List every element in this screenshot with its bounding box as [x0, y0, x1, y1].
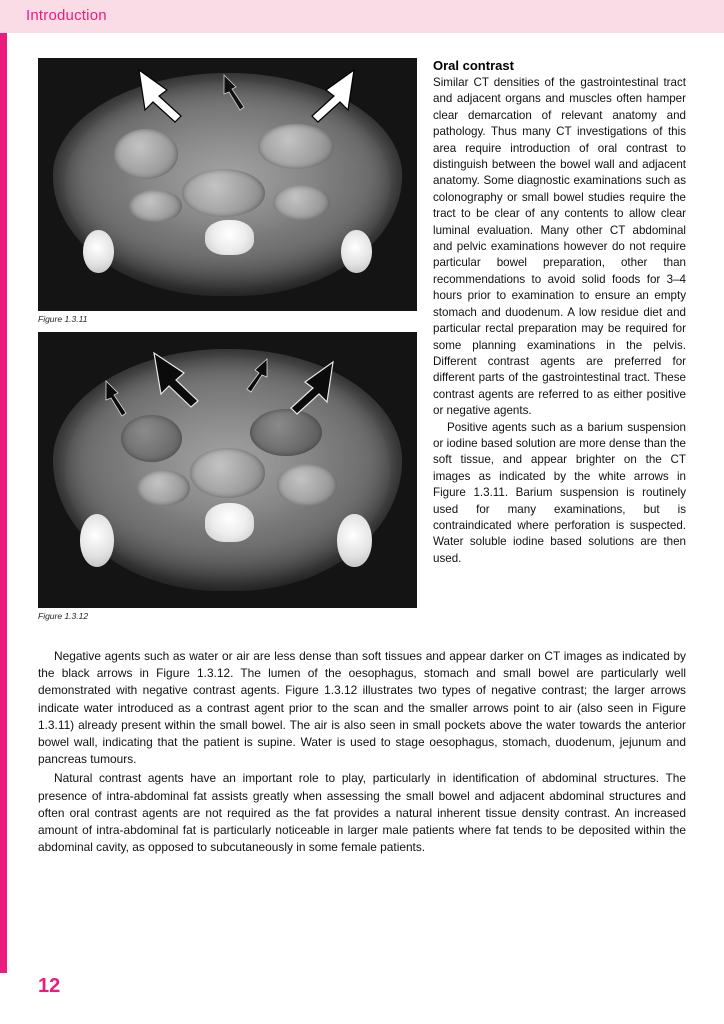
annotation-arrow-black-1	[220, 73, 254, 113]
annotation-arrow-black-4	[102, 379, 136, 419]
figure-image-2	[38, 332, 417, 608]
figure-column	[38, 58, 417, 629]
ct-scan-render-2	[38, 332, 417, 608]
figure-image-1	[38, 58, 417, 311]
column-paragraph-1: Similar CT densities of the gastrointestinal tract and adjacent organs and muscles often hamper clear demarcation of relevant anatomy and pathology. Thus many CT investigations of this area require introduction of oral contrast to distinguish between the bowel wall and adjacent anatomy. Some diagnostic examinations such as colonography or small bowel studies require the tract to be clear of any contents to allow clear luminal evaluation. Many other CT abdominal and pelvic examinations however do not require particular bowel preparation, other than recommendations to avoid solid foods for 3–4 hours prior to examination to ensure an empty stomach and duodenum. A low residue diet and particular rectal preparation may be required for some planning examinations in the pelvis. Different contrast agents are preferred for different parts of the gastrointestinal tract. These contrast agents are referred to as either positive or negative agents.	[433, 76, 686, 418]
running-header-band	[0, 0, 724, 33]
annotation-arrow-black-5	[239, 357, 271, 395]
figures-and-column-text	[38, 58, 686, 644]
column-paragraph-2: Positive agents such as a barium suspension or iodine based solution are more dense than the soft tissue, and appear brighter on the CT images as indicated by the white arrows in Figure 1.3.11. Barium suspension is routinely used for many examinations, but is contraindicated where perforation is suspected. Water soluble iodine based solutions are then used.	[433, 420, 686, 565]
ct-scan-render-1	[38, 58, 417, 311]
page-edge-accent-bar	[0, 33, 7, 973]
annotation-arrow-black-3	[277, 360, 335, 418]
body-paragraph-1: Negative agents such as water or air are less dense than soft tissues and appear darker on CT images as indicated by the black arrows in Figure 1.3.12. The lumen of the oesophagus, stomach and small bowel are particularly well demonstrated with negative contrast agents. Figure 1.3.12 illustrates two types of negative contrast; the larger arrows indicate water introduced as a contrast agent prior to the scan and the smaller arrows point to air (also seen in Figure 1.3.11) already present within the small bowel. The air is also seen in small pockets above the water towards the anterior bowel wall, indicating that the patient is supine. Water is used to stage oesophagus, stomach, duodenum, jejunum and pancreas tumours.	[38, 649, 686, 767]
annotation-arrow-white-2	[296, 68, 356, 128]
figure-caption-1: Figure 1.3.11	[38, 314, 88, 324]
annotation-arrow-white-1	[137, 68, 197, 128]
side-text-column	[433, 58, 686, 567]
running-header-title: Introduction	[26, 7, 107, 24]
annotation-arrow-black-2	[152, 351, 214, 413]
figure-caption-2: Figure 1.3.12	[38, 611, 89, 621]
body-paragraph-2: Natural contrast agents have an important role to play, particularly in identification of abdominal structures. The presence of intra-abdominal fat assists greatly when assessing the small bowel and adjacent abdominal structures and often oral contrast agents are not required as the fat provides a natural inherent tissue density contrast. An increased amount of intra-abdominal fat is particularly noticeable in larger male patients where fat tends to be deposited within the abdominal cavity, as opposed to subcutaneously in some female patients.	[38, 771, 686, 855]
body-text-block	[38, 648, 686, 856]
page-content	[38, 58, 686, 644]
page-number: 12	[38, 975, 61, 997]
section-heading-oral-contrast: Oral contrast	[433, 58, 514, 73]
